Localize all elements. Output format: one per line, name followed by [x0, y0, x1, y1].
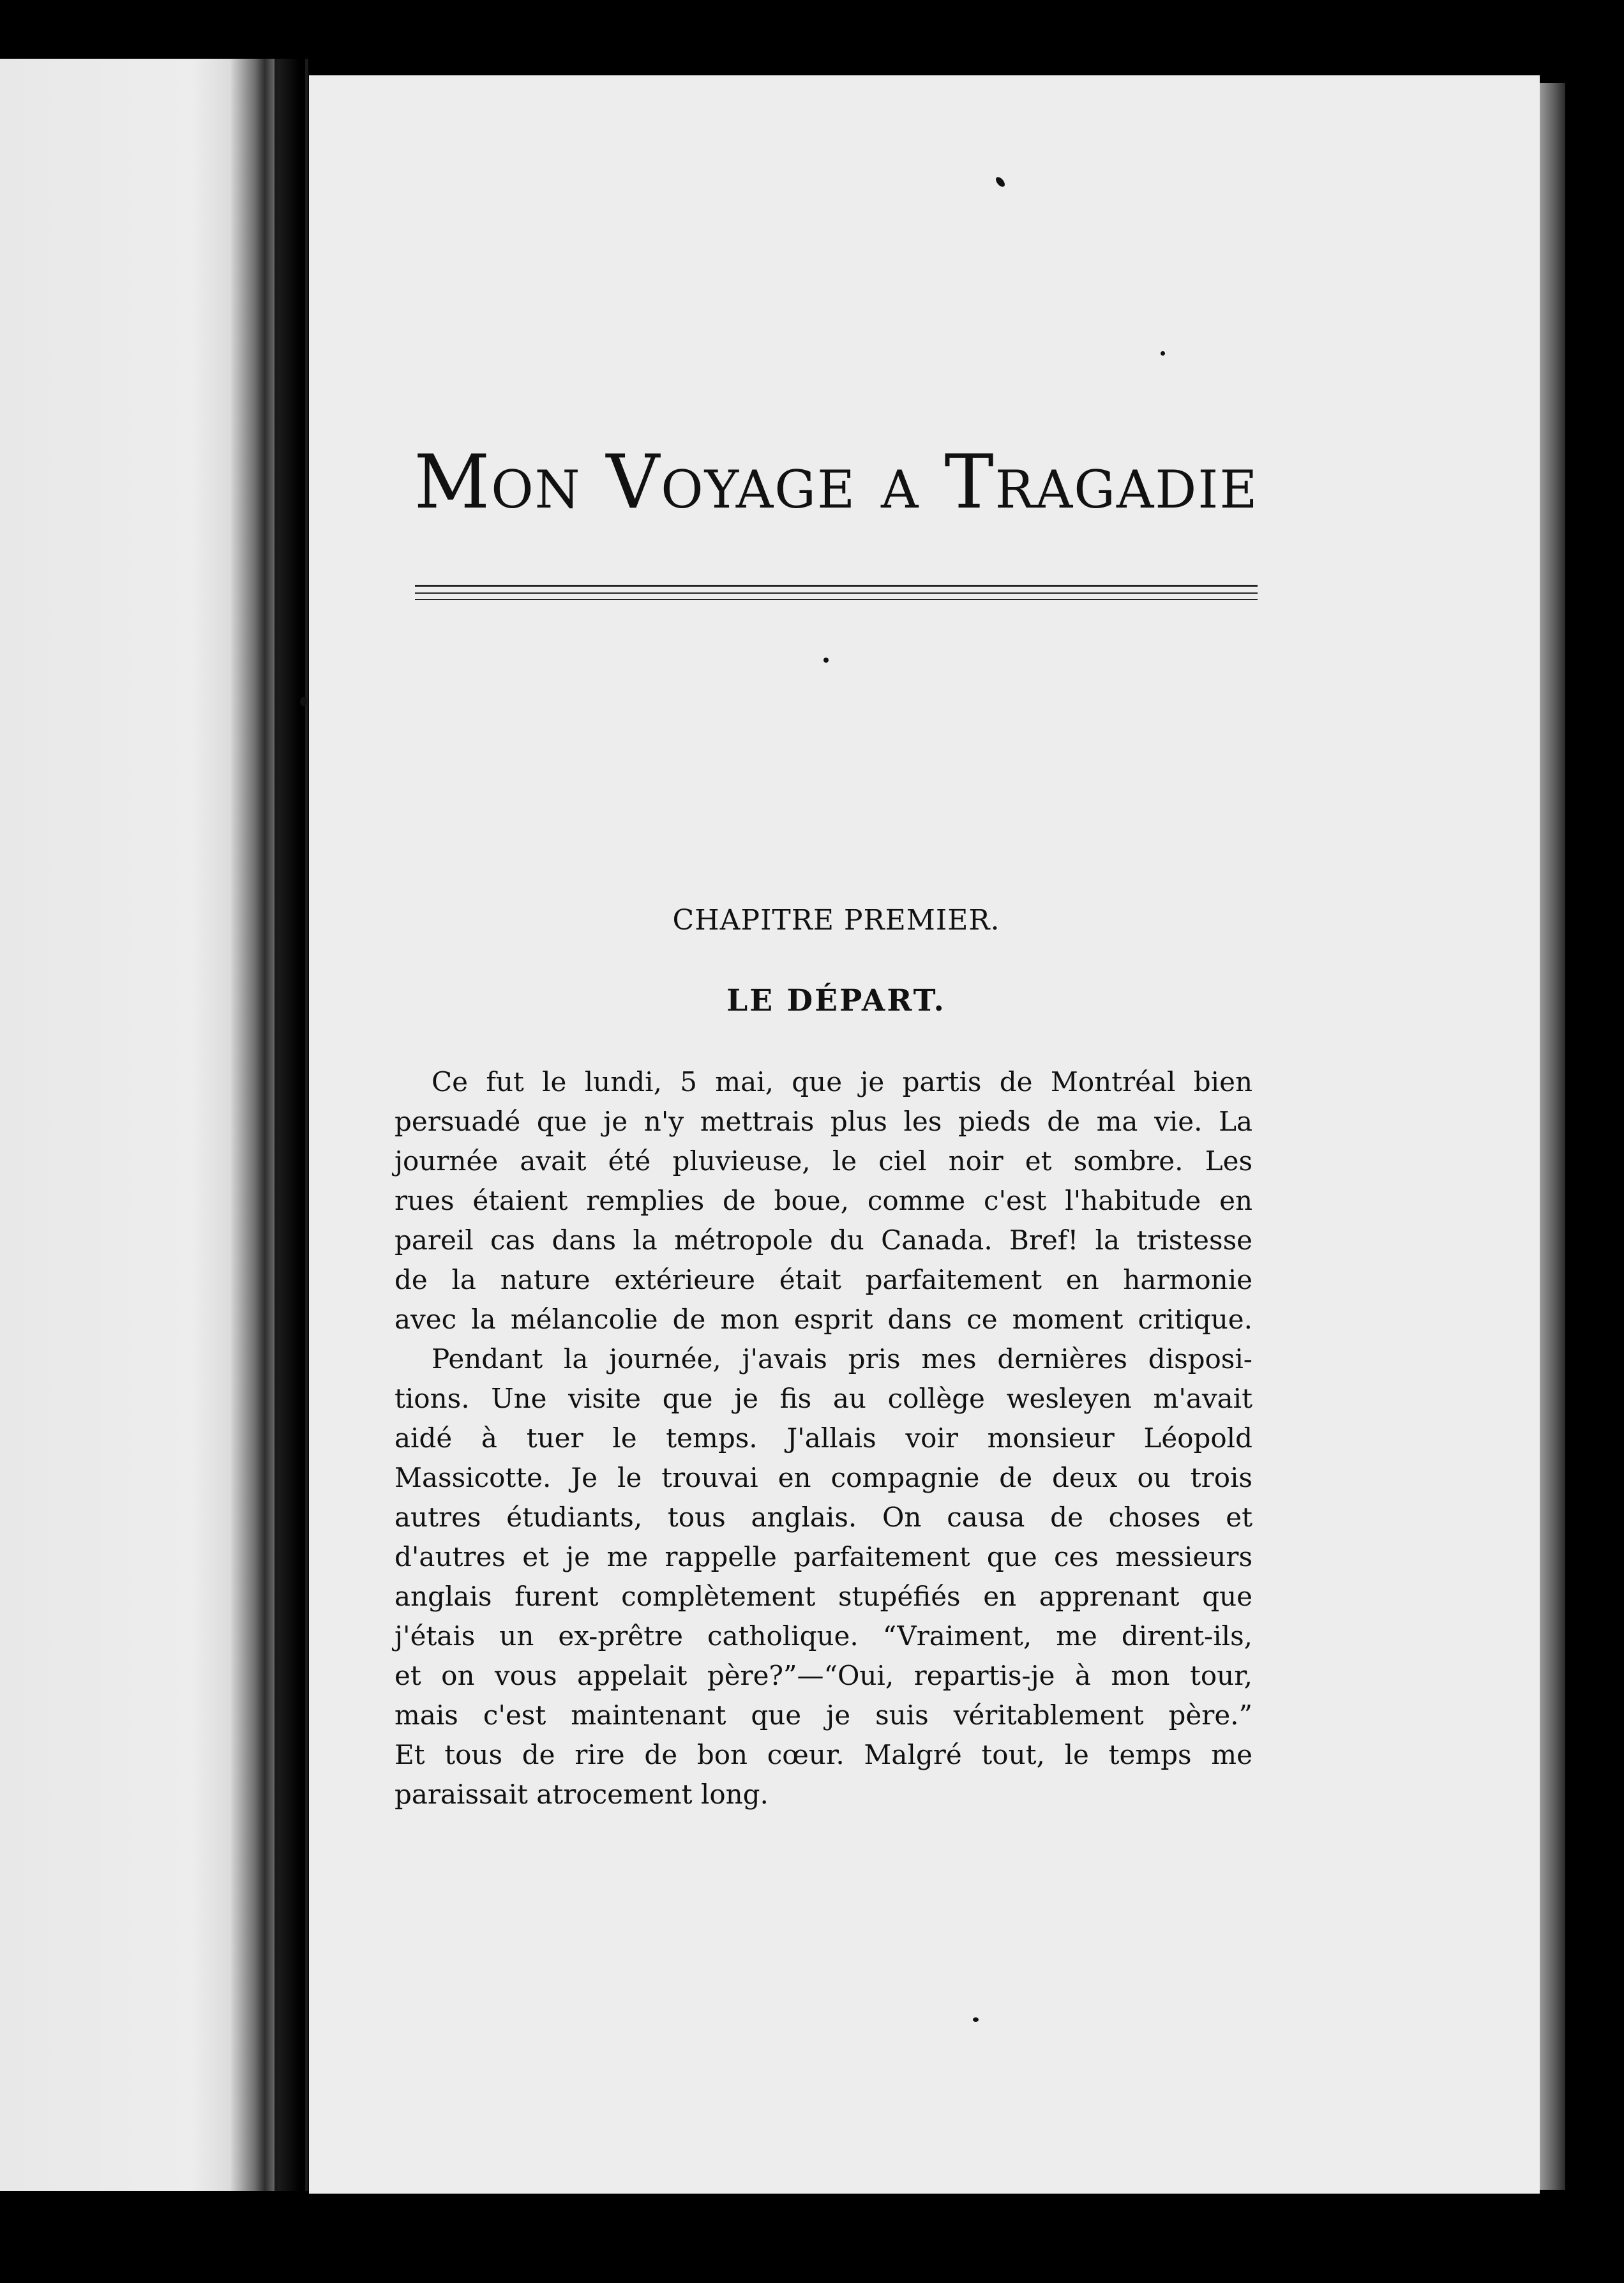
- gutter-line: [305, 59, 308, 2191]
- text-line: pareil cas dans la métropole du Canada. Bref! la tristesse: [395, 1224, 1252, 1256]
- ink-speck: [300, 697, 306, 706]
- text-line: journée avait été pluvieuse, le ciel noir et sombre. Les: [395, 1145, 1252, 1177]
- text-line: aidé à tuer le temps. J'allais voir monsieur Léopold: [395, 1422, 1252, 1454]
- chapter-subheading: LE DÉPART.: [726, 983, 946, 1018]
- text-line: anglais furent complètement stupéfiés en apprenant que: [395, 1581, 1252, 1612]
- title-rule: [415, 592, 1258, 594]
- text-line: Pendant la journée, j'avais pris mes dernières disposi-: [432, 1343, 1252, 1375]
- text-line: autres étudiants, tous anglais. On causa de choses et: [395, 1502, 1252, 1533]
- text-line: Ce fut le lundi, 5 mai, que je partis de Montréal bien: [432, 1066, 1252, 1097]
- text-line: avec la mélancolie de mon esprit dans ce moment critique.: [395, 1304, 1252, 1335]
- text-line: persuadé que je n'y mettrais plus les pieds de ma vie. La: [395, 1106, 1252, 1137]
- text-line: de la nature extérieure était parfaitement en harmonie: [395, 1264, 1252, 1295]
- text-line: j'étais un ex-prêtre catholique. “Vraiment, me dirent-ils,: [395, 1620, 1252, 1652]
- gutter-shadow: [230, 59, 300, 2191]
- text-line: tions. Une visite que je fis au collège wesleyen m'avait: [395, 1383, 1252, 1414]
- text-line: d'autres et je me rappelle parfaitement que ces messieurs: [395, 1541, 1252, 1572]
- text-line: Massicotte. Je le trouvai en compagnie de deux ou trois: [395, 1462, 1252, 1493]
- text-line: et on vous appelait père?”—“Oui, repartis-je à mon tour,: [395, 1660, 1252, 1691]
- page-title: Mon Voyage a Tragadie: [414, 439, 1259, 525]
- page-edge: [1540, 83, 1565, 2190]
- ink-speck: [823, 658, 829, 663]
- text-line: Et tous de rire de bon cœur. Malgré tout, le temps me: [395, 1739, 1252, 1770]
- title-rule: [415, 585, 1258, 587]
- body-paragraphs: [395, 1062, 1252, 1814]
- text-line: paraissait atrocement long.: [395, 1779, 769, 1810]
- ink-speck: [1161, 351, 1165, 356]
- text-line: rues étaient remplies de boue, comme c'est l'habitude en: [395, 1185, 1252, 1216]
- title-rule: [415, 599, 1258, 600]
- ink-speck: [973, 2017, 979, 2022]
- text-line: mais c'est maintenant que je suis véritablement père.”: [395, 1699, 1252, 1731]
- chapter-heading: CHAPITRE PREMIER.: [672, 904, 1000, 937]
